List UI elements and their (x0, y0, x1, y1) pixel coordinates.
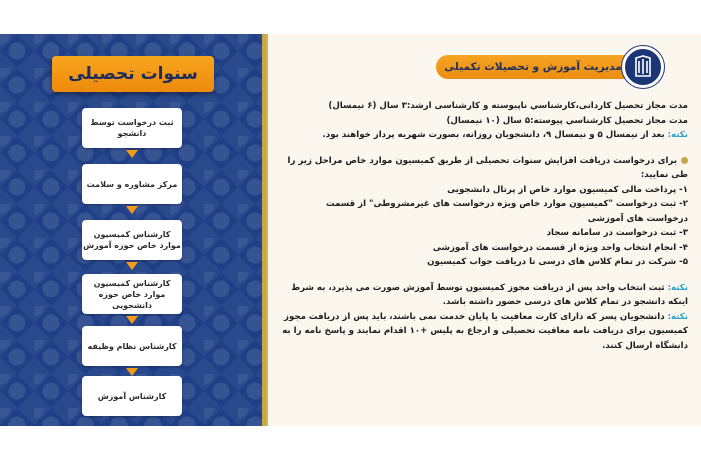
note-2 (282, 281, 688, 310)
flow-arrow-down-icon (126, 316, 138, 324)
note-3 (282, 310, 688, 354)
left-title: سنوات تحصیلی (68, 64, 198, 84)
flow-arrow-down-icon (126, 262, 138, 270)
flow-arrow-down-icon (126, 368, 138, 376)
procedure-step-5: ۵- شرکت در تمام کلاس های درسی تا دریافت جواب کمیسیون (427, 257, 688, 267)
note-label: نکته: (667, 130, 688, 140)
flow-step-1: ثبت درخواست توسط دانشجو (82, 108, 182, 148)
note-label: نکته: (667, 282, 688, 293)
bullet-dot-icon (681, 157, 688, 164)
note-1-text: بعد از نیمسال ۵ و نیمسال ۹، دانشجویان روزانه، بصورت شهریه پرداز خواهند بود. (322, 130, 668, 140)
flow-arrow-down-icon (126, 206, 138, 214)
right-panel-border (266, 34, 268, 426)
left-title-banner (52, 56, 214, 92)
intro-paragraph (282, 154, 688, 183)
note-label: نکته: (667, 311, 688, 322)
procedure-step-4: ۴- انجام انتخاب واحد ویژه از قسمت درخواست های آموزشی (432, 242, 688, 253)
note-3-text: دانشجویان پسر که دارای کارت معافیت یا پایان خدمت نمی باشند، باید پس از دریافت مجوز کمیسیون برای دریافت نامه معافیت تحصیلی و ارجاع به پلیس +۱۰ اقدام نمایند و پاسخ نامه را به دانشگاه ارسال کنند. (282, 311, 688, 351)
procedure-step-3: ۳- ثبت درخواست در سامانه سجاد (546, 228, 688, 238)
duration-line-2: مدت مجاز تحصیل کارشناسي پیوسته:۵ سال (۱۰ نیمسال) (446, 115, 688, 126)
flow-step-4: کارشناس کمیسیون موارد خاص حوزه دانشجویی (82, 274, 182, 314)
flow-arrow-down-icon (126, 150, 138, 158)
flow-step-3: کارشناس کمیسیون موارد خاص حوزه آموزش (82, 220, 182, 260)
procedure-step-1: ۱- پرداخت مالی کمیسیون موارد خاص از پرتال دانشجویی (447, 184, 688, 195)
note-1 (282, 128, 688, 143)
duration-line-1: مدت مجاز تحصیل کاردانی،کارشناسي ناپیوسته و کارشناسی ارشد:۳ سال (۶ نیمسال) (328, 101, 688, 111)
flow-step-5: کارشناس نظام وظیفه (82, 326, 182, 366)
intro-text: برای درخواست دریافت افزایش سنوات تحصیلی از طریق کمیسیون موارد خاص مراحل زیر را طی نمایید: (287, 155, 688, 180)
section-header: مدیریت آموزش و تحصیلات تکمیلی (436, 55, 630, 79)
content-body (282, 99, 688, 353)
university-emblem-icon (622, 46, 664, 88)
procedure-step-2: ۲- ثبت درخواست "کمیسیون موارد خاص ویژه درخواست های غیرمشروطی" از قسمت درخواست های آموزشی (325, 199, 688, 224)
note-2-text: ثبت انتخاب واحد پس از دریافت مجوز کمیسیون توسط آموزش صورت می پذیرد، به شرط اینکه دانشجو در تمام کلاس های درسی حضور داشته باشد. (291, 282, 688, 307)
flow-step-2: مرکز مشاوره و سلامت (82, 164, 182, 204)
flow-step-6: کارشناس آموزش (82, 376, 182, 416)
